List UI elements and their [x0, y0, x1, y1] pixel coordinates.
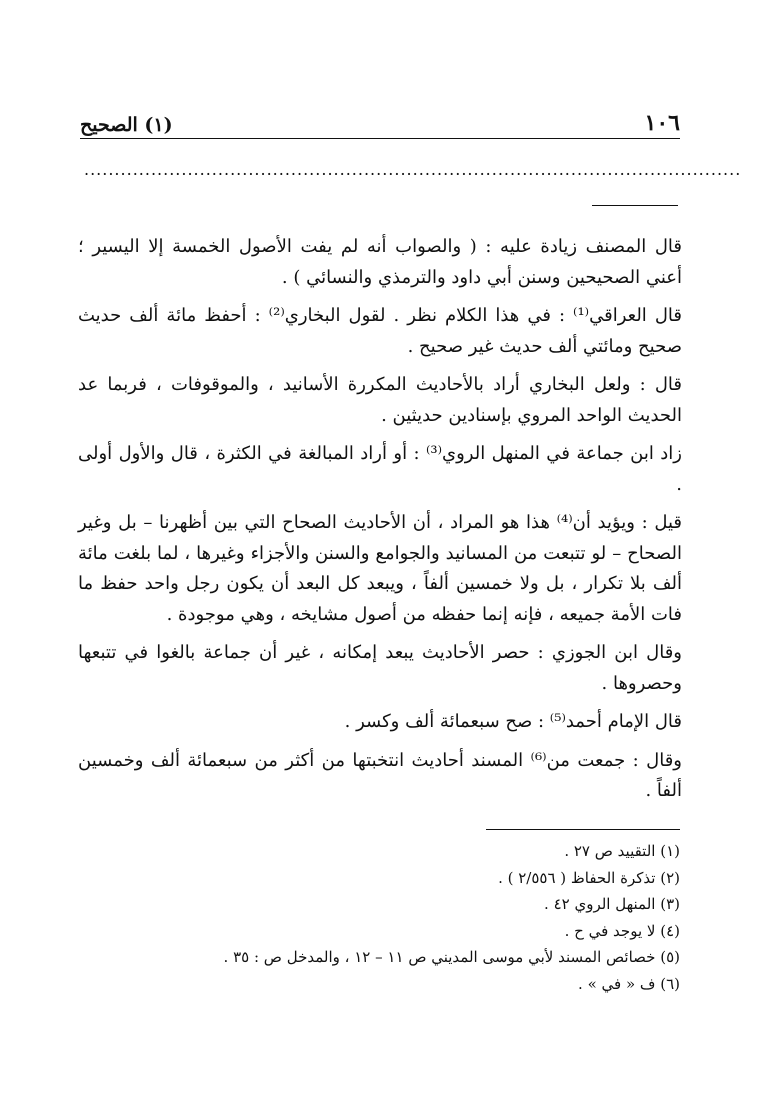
footnote-4: (٤) لا يوجد في ح .: [564, 921, 680, 940]
main-text: [78, 232, 682, 815]
footnote-6: (٦) ف « في » .: [578, 974, 680, 993]
paragraph-3: قال : ولعل البخاري أراد بالأحاديث المكررة الأسانيد ، والموقوفات ، فربما عد الحديث الواحد المروي بإسنادين حديثين .: [78, 374, 682, 426]
footnote-3: (٣) المنهل الروي ٤٢ .: [544, 895, 680, 913]
paragraph-8: وقال : جمعت من⁽⁶⁾ المسند أحاديث انتخبتها من أكثر من سبعمائة ألف وخمسين ألفاً .: [78, 749, 682, 801]
footnote-1: (١) التقييد ص ٢٧ .: [564, 842, 680, 860]
footnote-5: (٥) خصائص المسند لأبي موسى المديني ص ١١ – ١٢ ، والمدخل ص : ٣٥ .: [223, 948, 680, 966]
page-number: ١٠٦: [644, 110, 680, 136]
ellipsis-separator: ............................................................................................................: [84, 160, 742, 179]
page-header: [80, 104, 680, 139]
section-title: (١) الصحيح: [80, 114, 173, 136]
footnote-2: (٢) تذكرة الحفاظ ( ٢/٥٥٦ ) .: [498, 868, 680, 887]
paragraph-2: قال العراقي⁽¹⁾ : في هذا الكلام نظر . لقول البخاري⁽²⁾ : أحفظ مائة ألف حديث صحيح ومائتي ألف حديث غير صحيح .: [78, 305, 682, 357]
paragraph-1: قال المصنف زيادة عليه : ( والصواب أنه لم يفت الأصول الخمسة إلا اليسير ؛ أعني الصحيحين وسنن أبي داود والترمذي والنسائي ) .: [78, 236, 682, 288]
paragraph-6: وقال ابن الجوزي : حصر الأحاديث يبعد إمكانه ، غير أن جماعة بالغوا في تتبعها وحصروها .: [78, 642, 682, 694]
paragraph-4: زاد ابن جماعة في المنهل الروي⁽³⁾ : أو أراد المبالغة في الكثرة ، قال والأول أولى .: [78, 443, 682, 495]
footnotes: [120, 838, 680, 997]
footnote-rule: [486, 829, 680, 830]
paragraph-5: قيل : ويؤيد أن⁽⁴⁾ هذا هو المراد ، أن الأحاديث الصحاح التي بين أظهرنا – بل وغير الصحاح – لو تتبعت من المسانيد والجوامع والسنن والأجزاء وغيرها ، لما بلغت مائة ألف بلا تكرار ، بل ولا خمسين ألفاً ، ويبعد كل البعد أن يكون رجل واحد حفظ ما فات الأمة جميعه ، فإنه إنما حفظه من أصول مشايخه ، وهي موجودة .: [78, 512, 682, 625]
paragraph-7: قال الإمام أحمد⁽⁵⁾ : صح سبعمائة ألف وكسر .: [344, 711, 682, 732]
short-rule: [592, 205, 678, 206]
